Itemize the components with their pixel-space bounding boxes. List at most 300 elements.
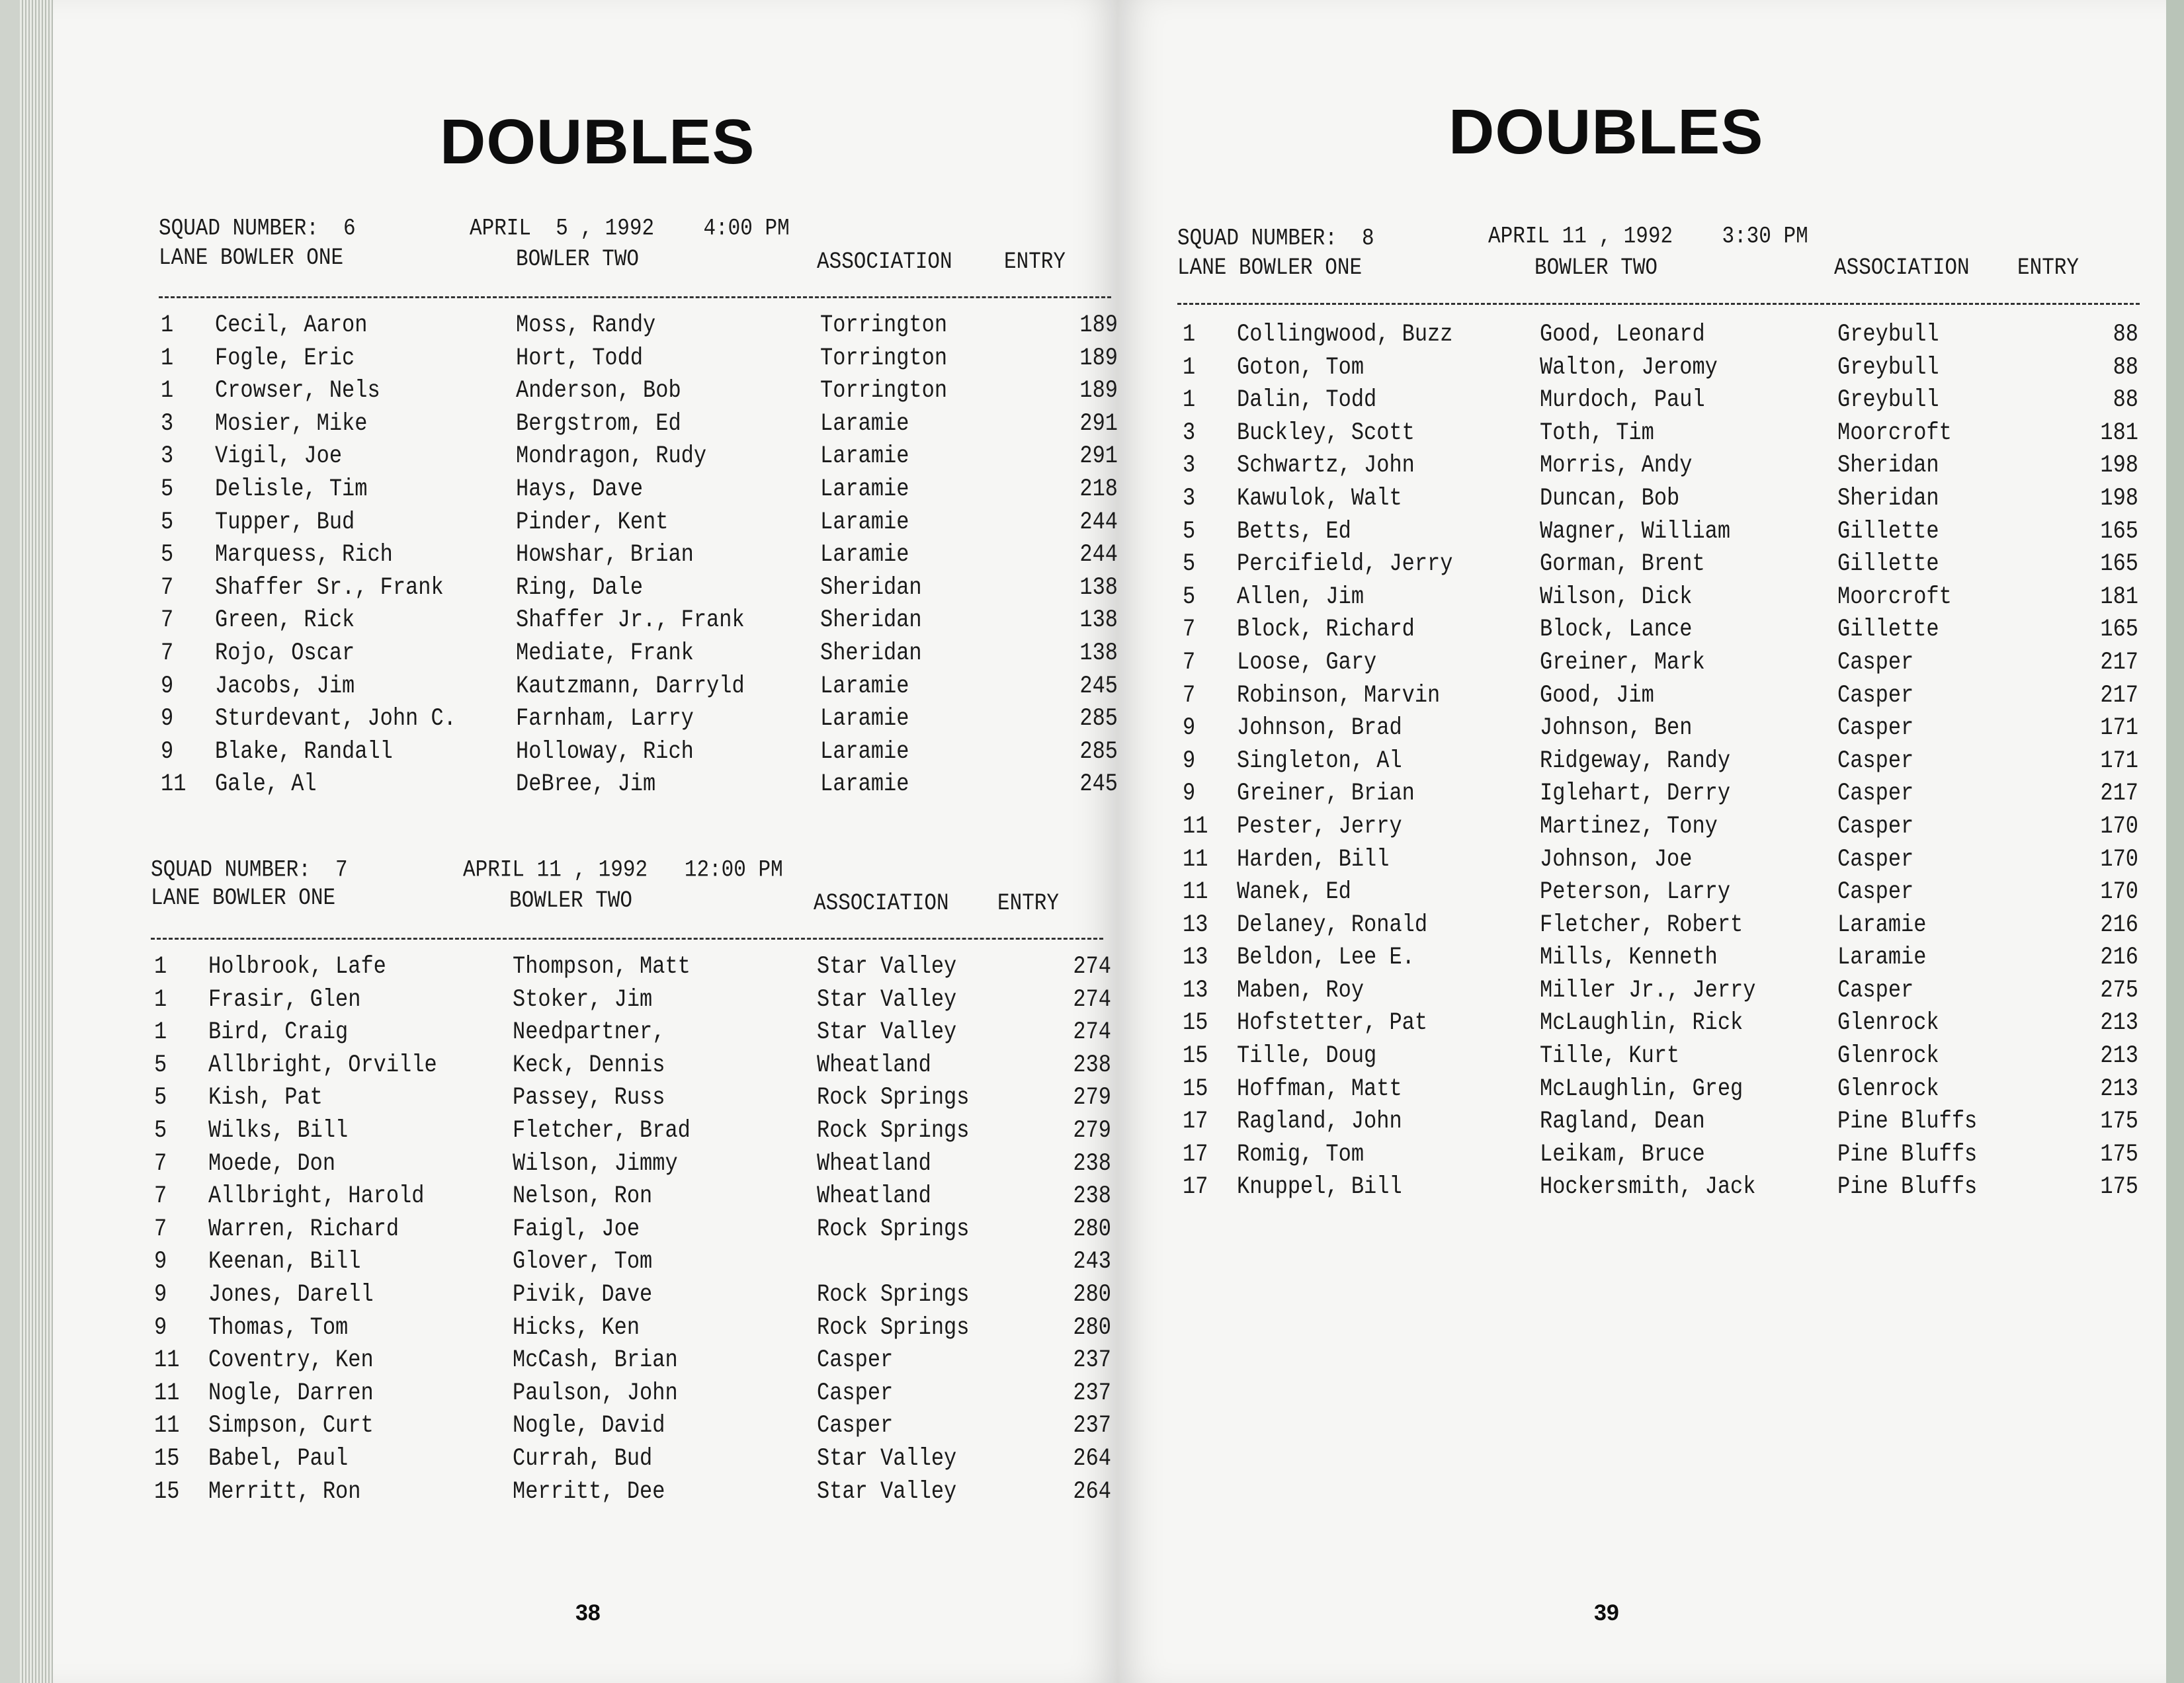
association: Casper — [1837, 975, 1914, 1005]
entry-number: 285 — [1079, 737, 1118, 766]
table-row — [1176, 451, 2148, 484]
lane-number: 1 — [161, 343, 174, 372]
bowler-one: Babel, Paul — [208, 1444, 349, 1473]
squad-8-rows — [1176, 320, 2148, 1206]
squad-6-col-lane-bowler-one: LANE BOWLER ONE — [159, 245, 344, 272]
bowler-two: Merritt, Dee — [513, 1477, 665, 1506]
association: Pine Bluffs — [1837, 1172, 1978, 1201]
squad-7-date: APRIL 11 , 1992 12:00 PM — [463, 856, 783, 883]
entry-number: 237 — [1073, 1378, 1111, 1407]
lane-number: 3 — [1183, 418, 1196, 447]
bowler-one: Pester, Jerry — [1237, 811, 1402, 841]
table-row — [1176, 1140, 2148, 1173]
bowler-one: Block, Richard — [1237, 615, 1415, 643]
bowler-two: Johnson, Ben — [1540, 714, 1693, 742]
bowler-two: Good, Leonard — [1540, 320, 1705, 349]
lane-number: 7 — [154, 1182, 167, 1210]
lane-number: 13 — [1183, 910, 1208, 939]
table-row — [1176, 911, 2148, 944]
bowler-one: Delisle, Tim — [215, 474, 368, 503]
squad-6-date: APRIL 5 , 1992 4:00 PM — [470, 215, 790, 242]
entry-number: 165 — [2100, 615, 2138, 643]
association: Casper — [1837, 714, 1914, 742]
entry-number: 175 — [2100, 1139, 2138, 1169]
lane-number: 17 — [1183, 1139, 1208, 1169]
bowler-one: Johnson, Brad — [1237, 714, 1402, 742]
bowler-two: Nelson, Ron — [513, 1182, 653, 1210]
table-row — [149, 1477, 1114, 1510]
association: Laramie — [820, 507, 909, 536]
entry-number: 279 — [1073, 1083, 1111, 1112]
bowler-one: Mosier, Mike — [215, 409, 368, 438]
lane-number: 7 — [1183, 647, 1196, 677]
table-row — [1176, 1042, 2148, 1075]
lane-number: 11 — [1183, 811, 1208, 841]
right-page-number: 39 — [1594, 1600, 1619, 1625]
entry-number: 198 — [2100, 483, 2138, 513]
entry-number: 189 — [1079, 311, 1118, 339]
bowler-two: Anderson, Bob — [516, 376, 681, 405]
table-row — [1176, 1172, 2148, 1206]
entry-number: 244 — [1079, 507, 1118, 536]
bowler-two: Hicks, Ken — [513, 1313, 640, 1342]
squad-7-col-entry: ENTRY — [997, 890, 1060, 917]
entry-number: 245 — [1079, 671, 1118, 700]
bowler-one: Marquess, Rich — [215, 540, 393, 569]
bowler-one: Dalin, Todd — [1237, 386, 1377, 414]
entry-number: 213 — [2100, 1008, 2138, 1038]
table-row — [155, 344, 1121, 377]
association: Sheridan — [820, 606, 922, 634]
association: Greybull — [1837, 352, 1939, 382]
bowler-one: Fogle, Eric — [215, 343, 355, 372]
bowler-one: Frasir, Glen — [208, 985, 361, 1014]
lane-number: 9 — [154, 1313, 167, 1342]
bowler-one: Robinson, Marvin — [1237, 680, 1441, 710]
lane-number: 7 — [161, 573, 174, 602]
bowler-one: Green, Rick — [215, 606, 355, 634]
table-row — [155, 508, 1121, 541]
lane-number: 1 — [154, 985, 167, 1014]
lane-number: 11 — [1183, 878, 1208, 906]
bowler-one: Simpson, Curt — [208, 1411, 374, 1440]
table-row — [1176, 517, 2148, 550]
table-row — [155, 573, 1121, 606]
squad-7-col-bowler-two: BOWLER TWO — [509, 887, 633, 915]
left-page — [53, 0, 1118, 1683]
bowler-one: Warren, Richard — [208, 1214, 399, 1243]
bowler-one: Harden, Bill — [1237, 844, 1390, 874]
bowler-two: Iglehart, Derry — [1540, 779, 1731, 807]
table-row — [149, 1247, 1114, 1280]
association: Greybull — [1837, 320, 1939, 349]
table-row — [155, 672, 1121, 705]
association: Casper — [817, 1411, 894, 1440]
squad-6-col-association: ASSOCIATION — [817, 249, 952, 276]
association: Casper — [817, 1378, 894, 1407]
association: Glenrock — [1837, 1042, 1939, 1070]
bowler-two: Farnham, Larry — [516, 704, 694, 733]
lane-number: 11 — [161, 770, 187, 798]
squad-6-col-entry: ENTRY — [1004, 249, 1066, 276]
bowler-one: Schwartz, John — [1237, 451, 1415, 479]
bowler-two: McCash, Brian — [513, 1346, 678, 1374]
entry-number: 275 — [2100, 975, 2138, 1005]
bowler-one: Sturdevant, John C. — [215, 704, 456, 733]
lane-number: 1 — [1183, 386, 1196, 414]
entry-number: 291 — [1079, 442, 1118, 470]
entry-number: 189 — [1079, 343, 1118, 372]
association: Moorcroft — [1837, 418, 1952, 447]
bowler-one: Delaney, Ronald — [1237, 910, 1428, 939]
association: Laramie — [820, 540, 909, 569]
entry-number: 217 — [2100, 647, 2138, 677]
association: Greybull — [1837, 386, 1939, 414]
entry-number: 238 — [1073, 1182, 1111, 1210]
lane-number: 1 — [161, 376, 174, 405]
entry-number: 88 — [2113, 352, 2138, 382]
table-row — [149, 1083, 1114, 1116]
association: Casper — [1837, 878, 1914, 906]
bowler-two: Gorman, Brent — [1540, 550, 1705, 578]
lane-number: 11 — [154, 1411, 180, 1440]
entry-number: 189 — [1079, 376, 1118, 405]
lane-number: 9 — [1183, 779, 1196, 807]
bowler-one: Betts, Ed — [1237, 516, 1351, 546]
association: Torrington — [820, 343, 948, 372]
association: Laramie — [820, 409, 909, 438]
bowler-one: Beldon, Lee E. — [1237, 943, 1415, 971]
table-row — [155, 442, 1121, 475]
association: Laramie — [820, 671, 909, 700]
bowler-one: Moede, Don — [208, 1149, 336, 1178]
table-row — [1176, 845, 2148, 878]
bowler-one: Wanek, Ed — [1237, 878, 1351, 906]
squad-8-col-association: ASSOCIATION — [1834, 255, 1970, 282]
bowler-two: Walton, Jeromy — [1540, 352, 1718, 382]
entry-number: 138 — [1079, 573, 1118, 602]
bowler-two: Block, Lance — [1540, 615, 1693, 643]
squad-8-date: APRIL 11 , 1992 3:30 PM — [1488, 223, 1808, 250]
entry-number: 165 — [2100, 516, 2138, 546]
table-row — [149, 1346, 1114, 1379]
lane-number: 9 — [1183, 746, 1196, 775]
association: Gillette — [1837, 550, 1939, 578]
bowler-two: Paulson, John — [513, 1378, 678, 1407]
bowler-two: Kautzmann, Darryld — [516, 671, 745, 700]
lane-number: 9 — [1183, 714, 1196, 742]
squad-7-col-lane-bowler-one: LANE BOWLER ONE — [151, 885, 336, 912]
table-row — [1176, 353, 2148, 386]
association: Rock Springs — [817, 1116, 970, 1145]
bowler-two: Wilson, Jimmy — [513, 1149, 678, 1178]
table-row — [155, 704, 1121, 737]
entry-number: 237 — [1073, 1346, 1111, 1374]
bowler-two: Thompson, Matt — [513, 952, 691, 981]
bowler-one: Tupper, Bud — [215, 507, 355, 536]
lane-number: 9 — [161, 671, 174, 700]
entry-number: 274 — [1073, 985, 1111, 1014]
bowler-one: Hoffman, Matt — [1237, 1074, 1402, 1103]
squad-8-col-entry: ENTRY — [2017, 255, 2079, 282]
bowler-one: Loose, Gary — [1237, 647, 1377, 677]
table-row — [1176, 878, 2148, 911]
bowler-one: Crowser, Nels — [215, 376, 380, 405]
association: Glenrock — [1837, 1008, 1939, 1038]
squad-8-number: SQUAD NUMBER: 8 — [1177, 225, 1374, 252]
lane-number: 11 — [154, 1378, 180, 1407]
bowler-two: Keck, Dennis — [513, 1050, 665, 1079]
bowler-one: Shaffer Sr., Frank — [215, 573, 444, 602]
right-page — [1118, 0, 2166, 1683]
lane-number: 17 — [1183, 1172, 1208, 1201]
entry-number: 171 — [2100, 746, 2138, 775]
bowler-two: Ridgeway, Randy — [1540, 746, 1731, 775]
squad-8-divider — [1177, 303, 2140, 305]
association: Laramie — [820, 704, 909, 733]
bowler-two: Needpartner, — [513, 1018, 665, 1046]
table-row — [149, 1379, 1114, 1412]
entry-number: 280 — [1073, 1214, 1111, 1243]
bowler-two: Howshar, Brian — [516, 540, 694, 569]
squad-7-divider — [151, 938, 1103, 940]
entry-number: 264 — [1073, 1444, 1111, 1473]
bowler-two: Pinder, Kent — [516, 507, 669, 536]
lane-number: 3 — [161, 409, 174, 438]
bowler-one: Kawulok, Walt — [1237, 483, 1402, 513]
bowler-two: Ring, Dale — [516, 573, 644, 602]
bowler-two: Moss, Randy — [516, 311, 656, 339]
entry-number: 245 — [1079, 770, 1118, 798]
bowler-one: Romig, Tom — [1237, 1139, 1365, 1169]
bowler-two: Stoker, Jim — [513, 985, 653, 1014]
bowler-one: Nogle, Darren — [208, 1378, 374, 1407]
association: Wheatland — [817, 1050, 931, 1079]
association: Gillette — [1837, 516, 1939, 546]
association: Casper — [1837, 811, 1914, 841]
lane-number: 15 — [154, 1477, 180, 1506]
bowler-two: Ragland, Dean — [1540, 1107, 1705, 1135]
lane-number: 11 — [154, 1346, 180, 1374]
table-row — [1176, 1107, 2148, 1140]
bowler-one: Allen, Jim — [1237, 582, 1365, 611]
bowler-two: Hort, Todd — [516, 343, 644, 372]
bowler-one: Singleton, Al — [1237, 746, 1402, 775]
bowler-two: Peterson, Larry — [1540, 878, 1731, 906]
entry-number: 274 — [1073, 1018, 1111, 1046]
association: Sheridan — [820, 638, 922, 667]
association: Casper — [1837, 844, 1914, 874]
bowler-two: Wagner, William — [1540, 516, 1731, 546]
association: Casper — [817, 1346, 894, 1374]
lane-number: 7 — [154, 1214, 167, 1243]
association: Sheridan — [820, 573, 922, 602]
lane-number: 9 — [161, 704, 174, 733]
lane-number: 11 — [1183, 844, 1208, 874]
table-row — [1176, 550, 2148, 583]
table-row — [149, 1215, 1114, 1248]
bowler-two: Glover, Tom — [513, 1247, 653, 1276]
lane-number: 7 — [161, 606, 174, 634]
bowler-one: Allbright, Harold — [208, 1182, 425, 1210]
lane-number: 3 — [1183, 451, 1196, 479]
bowler-one: Greiner, Brian — [1237, 779, 1415, 807]
table-row — [1176, 747, 2148, 780]
bowler-two: Duncan, Bob — [1540, 483, 1680, 513]
association: Rock Springs — [817, 1083, 970, 1112]
association: Casper — [1837, 680, 1914, 710]
entry-number: 218 — [1079, 474, 1118, 503]
bowler-two: Fletcher, Robert — [1540, 910, 1743, 939]
association: Star Valley — [817, 985, 957, 1014]
bowler-two: McLaughlin, Rick — [1540, 1008, 1743, 1038]
cover-edge — [2166, 0, 2184, 1683]
entry-number: 181 — [2100, 418, 2138, 447]
bowler-one: Collingwood, Buzz — [1237, 320, 1453, 349]
lane-number: 1 — [1183, 320, 1196, 349]
association: Wheatland — [817, 1149, 931, 1178]
lane-number: 13 — [1183, 975, 1208, 1005]
table-row — [149, 1149, 1114, 1182]
table-row — [155, 311, 1121, 344]
bowler-two: Wilson, Dick — [1540, 582, 1693, 611]
table-row — [155, 540, 1121, 573]
association: Torrington — [820, 311, 948, 339]
table-row — [1176, 714, 2148, 747]
lane-number: 7 — [154, 1149, 167, 1178]
lane-number: 1 — [161, 311, 174, 339]
bowler-one: Buckley, Scott — [1237, 418, 1415, 447]
lane-number: 7 — [161, 638, 174, 667]
table-row — [149, 1280, 1114, 1313]
entry-number: 198 — [2100, 451, 2138, 479]
bowler-one: Jacobs, Jim — [215, 671, 355, 700]
bowler-two: Bergstrom, Ed — [516, 409, 681, 438]
association: Sheridan — [1837, 451, 1939, 479]
table-row — [149, 1018, 1114, 1051]
table-row — [1176, 976, 2148, 1009]
association: Laramie — [820, 442, 909, 470]
squad-7-number: SQUAD NUMBER: 7 — [151, 856, 348, 883]
entry-number: 88 — [2113, 386, 2138, 414]
table-row — [1176, 419, 2148, 452]
entry-number: 285 — [1079, 704, 1118, 733]
entry-number: 217 — [2100, 779, 2138, 807]
association: Rock Springs — [817, 1280, 970, 1309]
squad-6-number: SQUAD NUMBER: 6 — [159, 215, 356, 242]
lane-number: 13 — [1183, 943, 1208, 971]
entry-number: 216 — [2100, 910, 2138, 939]
table-row — [1176, 1008, 2148, 1042]
entry-number: 171 — [2100, 714, 2138, 742]
left-page-number: 38 — [575, 1600, 601, 1625]
table-row — [1176, 943, 2148, 976]
bowler-one: Goton, Tom — [1237, 352, 1365, 382]
table-row — [155, 376, 1121, 409]
lane-number: 3 — [161, 442, 174, 470]
association: Star Valley — [817, 1444, 957, 1473]
entry-number: 165 — [2100, 550, 2138, 578]
association: Moorcroft — [1837, 582, 1952, 611]
entry-number: 181 — [2100, 582, 2138, 611]
entry-number: 216 — [2100, 943, 2138, 971]
bowler-two: Holloway, Rich — [516, 737, 694, 766]
table-row — [1176, 615, 2148, 648]
bowler-two: Good, Jim — [1540, 680, 1654, 710]
bowler-one: Keenan, Bill — [208, 1247, 361, 1276]
lane-number: 1 — [154, 952, 167, 981]
bowler-two: Mediate, Frank — [516, 638, 694, 667]
entry-number: 274 — [1073, 952, 1111, 981]
table-row — [1176, 648, 2148, 681]
bowler-one: Thomas, Tom — [208, 1313, 349, 1342]
association: Wheatland — [817, 1182, 931, 1210]
bowler-two: Mills, Kenneth — [1540, 943, 1718, 971]
bowler-two: Martinez, Tony — [1540, 811, 1718, 841]
entry-number: 291 — [1079, 409, 1118, 438]
squad-6-col-bowler-two: BOWLER TWO — [516, 246, 640, 273]
bowler-two: Passey, Russ — [513, 1083, 665, 1112]
association: Laramie — [820, 474, 909, 503]
table-row — [155, 475, 1121, 508]
association: Casper — [1837, 746, 1914, 775]
bowler-one: Gale, Al — [215, 770, 317, 798]
bowler-one: Coventry, Ken — [208, 1346, 374, 1374]
lane-number: 15 — [154, 1444, 180, 1473]
association: Laramie — [820, 770, 909, 798]
association: Casper — [1837, 779, 1914, 807]
table-row — [1176, 779, 2148, 812]
table-row — [155, 737, 1121, 770]
bowler-two: DeBree, Jim — [516, 770, 656, 798]
bowler-one: Knuppel, Bill — [1237, 1172, 1402, 1201]
association: Star Valley — [817, 952, 957, 981]
lane-number: 7 — [1183, 680, 1196, 710]
entry-number: 244 — [1079, 540, 1118, 569]
entry-number: 213 — [2100, 1074, 2138, 1103]
entry-number: 170 — [2100, 878, 2138, 906]
lane-number: 3 — [1183, 483, 1196, 513]
table-row — [149, 985, 1114, 1018]
entry-number: 279 — [1073, 1116, 1111, 1145]
table-row — [155, 606, 1121, 639]
entry-number: 88 — [2113, 320, 2138, 349]
lane-number: 7 — [1183, 615, 1196, 643]
squad-7-col-association: ASSOCIATION — [814, 890, 949, 917]
bowler-two: Hays, Dave — [516, 474, 644, 503]
bowler-one: Blake, Randall — [215, 737, 393, 766]
association: Gillette — [1837, 615, 1939, 643]
table-row — [1176, 812, 2148, 845]
squad-7-rows — [149, 952, 1114, 1510]
association: Pine Bluffs — [1837, 1139, 1978, 1169]
entry-number: 175 — [2100, 1107, 2138, 1135]
bowler-one: Ragland, John — [1237, 1107, 1402, 1135]
lane-number: 5 — [1183, 516, 1196, 546]
entry-number: 264 — [1073, 1477, 1111, 1506]
bowler-two: McLaughlin, Greg — [1540, 1074, 1743, 1103]
lane-number: 1 — [154, 1018, 167, 1046]
bowler-two: Pivik, Dave — [513, 1280, 653, 1309]
bowler-two: Johnson, Joe — [1540, 844, 1693, 874]
association: Glenrock — [1837, 1074, 1939, 1103]
bowler-one: Vigil, Joe — [215, 442, 343, 470]
lane-number: 5 — [154, 1050, 167, 1079]
entry-number: 238 — [1073, 1050, 1111, 1079]
bowler-two: Faigl, Joe — [513, 1214, 640, 1243]
table-row — [1176, 583, 2148, 616]
bowler-one: Maben, Roy — [1237, 975, 1365, 1005]
